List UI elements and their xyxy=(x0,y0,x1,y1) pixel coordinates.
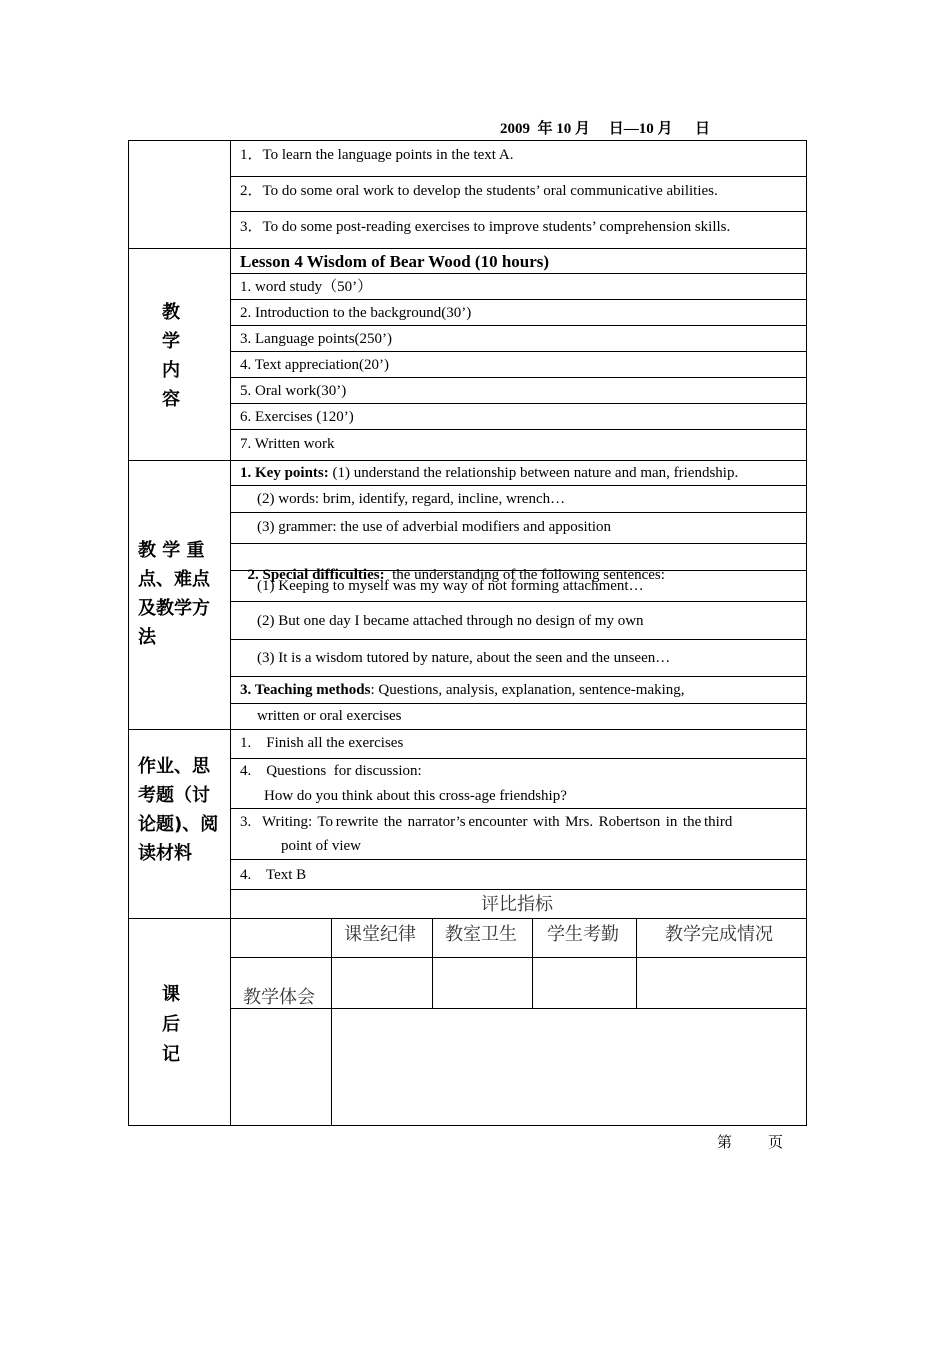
homework-item-2-question: How do you think about this cross-age friendship? xyxy=(264,788,567,804)
homework-item-3-cont: point of view xyxy=(281,838,361,854)
content-section-label xyxy=(162,298,180,414)
row-line xyxy=(230,543,807,544)
row-line xyxy=(230,377,807,378)
eval-divider-4 xyxy=(636,918,637,1008)
grammar-line: (3) grammer: the use of adverbial modifiers and apposition xyxy=(257,519,612,535)
row-line xyxy=(230,512,807,513)
label-char: 教 xyxy=(162,302,180,323)
label-char: 内 xyxy=(162,360,180,381)
row-line xyxy=(230,1008,807,1009)
section-line xyxy=(128,248,807,249)
row-line xyxy=(230,957,807,958)
row-line xyxy=(230,485,807,486)
methods-text: : Questions, analysis, explanation, sentence-making, xyxy=(370,682,685,698)
homework-item-1: 1. Finish all the exercises xyxy=(240,735,404,751)
eval-divider-3 xyxy=(532,918,533,1008)
eval-divider-1 xyxy=(331,918,332,1008)
evaluation-column: 教学完成情况 xyxy=(665,924,773,945)
difficulties-text: the understanding of the following sentences: xyxy=(384,567,665,583)
row-line xyxy=(230,703,807,704)
content-item: 5. Oral work(30’) xyxy=(240,383,347,399)
evaluation-column: 课堂纪律 xyxy=(344,924,416,945)
homework-item-4: 4. Text B xyxy=(240,867,307,883)
row-line xyxy=(230,639,807,640)
row-line xyxy=(230,273,807,274)
label-line: 及教学方 xyxy=(138,598,210,619)
section-line xyxy=(128,918,807,919)
label-char: 学 xyxy=(162,331,180,352)
content-item: 2. Introduction to the background(30’) xyxy=(240,305,472,321)
row-line xyxy=(230,676,807,677)
methods-line-2: written or oral exercises xyxy=(257,708,402,724)
content-item: 6. Exercises (120’) xyxy=(240,409,354,425)
page-label-1: 第 xyxy=(717,1135,733,1151)
section-line xyxy=(128,460,807,461)
difficulties-heading: 2. Special difficulties: xyxy=(247,567,385,583)
homework-item-3: 3. Writing: To rewrite the narrator’s encounter with Mrs. Robertson in the third xyxy=(240,814,733,830)
difficult-sentence: (2) But one day I became attached through no design of my own xyxy=(257,613,644,629)
objective-1: 1．To learn the language points in the text A. xyxy=(240,147,514,163)
words-line: (2) words: brim, identify, regard, incline, wrench… xyxy=(257,491,566,507)
evaluation-row-label: 教学体会 xyxy=(243,987,315,1008)
methods-heading: 3. Teaching methods xyxy=(240,682,371,698)
objective-2: 2．To do some oral work to develop the students’ oral communicative abilities. xyxy=(240,183,718,199)
homework-item-2: 4. Questions for discussion: xyxy=(240,763,422,779)
content-item: 7. Written work xyxy=(240,436,335,452)
difficult-sentence: (3) It is a wisdom tutored by nature, about the seen and the unseen… xyxy=(257,650,671,666)
label-line: 教 学 重 xyxy=(138,540,205,561)
key-points-line xyxy=(240,464,738,482)
label-line: 作业、思 xyxy=(138,756,210,777)
row-line xyxy=(230,403,807,404)
keypoints-section-label xyxy=(138,536,210,652)
objective-3: 3．To do some post-reading exercises to improve students’ comprehension skills. xyxy=(240,219,731,235)
label-char: 容 xyxy=(162,389,180,410)
row-line xyxy=(230,429,807,430)
evaluation-column: 教室卫生 xyxy=(445,924,517,945)
label-line: 点、难点 xyxy=(138,569,210,590)
homework-section-label xyxy=(138,752,218,868)
date-line: 2009 年 10 月 日—10 月 日 xyxy=(500,121,711,137)
row-line xyxy=(230,176,807,177)
page-label-2: 页 xyxy=(768,1135,784,1151)
row-line xyxy=(230,758,807,759)
content-item: 3. Language points(250’) xyxy=(240,331,393,347)
label-char: 记 xyxy=(162,1044,180,1065)
row-line xyxy=(230,211,807,212)
methods-line xyxy=(240,681,685,699)
row-line xyxy=(230,299,807,300)
left-column-divider xyxy=(230,140,231,1126)
content-item: 1. word study（50’） xyxy=(240,279,373,295)
row-line xyxy=(230,859,807,860)
row-line xyxy=(230,601,807,602)
label-char: 课 xyxy=(162,984,180,1005)
evaluation-heading: 评比指标 xyxy=(481,894,553,915)
label-line: 考题（讨 xyxy=(138,785,210,806)
label-char: 后 xyxy=(162,1014,180,1035)
difficult-sentence: (1) Keeping to myself was my way of not forming attachment… xyxy=(257,578,644,594)
label-line: 读材料 xyxy=(138,843,192,864)
evaluation-column: 学生考勤 xyxy=(547,924,619,945)
row-line xyxy=(230,325,807,326)
label-line: 论题)、阅 xyxy=(138,814,219,835)
eval-divider-2 xyxy=(432,918,433,1008)
lesson-title: Lesson 4 Wisdom of Bear Wood (10 hours) xyxy=(240,252,550,271)
row-line xyxy=(230,808,807,809)
section-line xyxy=(128,729,807,730)
content-item: 4. Text appreciation(20’) xyxy=(240,357,390,373)
eval-divider-1b xyxy=(331,1008,332,1126)
evaluation-section-label xyxy=(162,980,180,1070)
row-line xyxy=(230,351,807,352)
key-points-heading: 1. Key points: xyxy=(240,465,329,481)
key-points-text: (1) understand the relationship between nature and man, friendship. xyxy=(328,465,739,481)
label-line: 法 xyxy=(138,627,156,648)
